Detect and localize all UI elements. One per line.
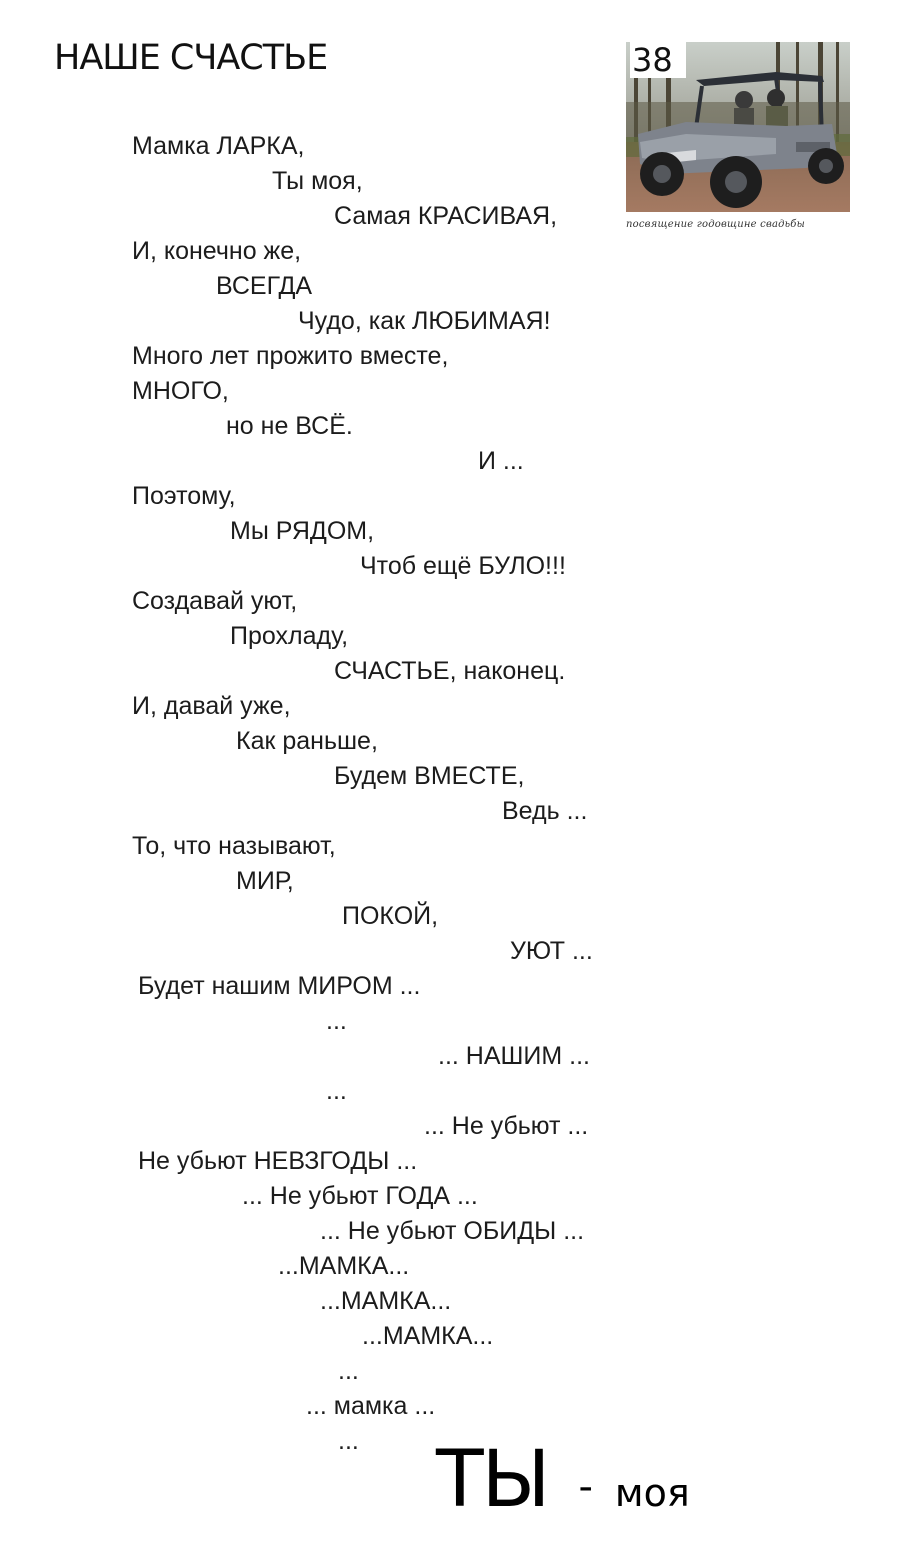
poem-line: ВСЕГДА — [216, 272, 313, 300]
poem-line: Чудо, как ЛЮБИМАЯ! — [298, 307, 551, 335]
utv-photo — [626, 42, 850, 212]
poem-line: МНОГО, — [132, 377, 229, 405]
poem-line: Ты моя, — [272, 167, 363, 195]
poem-line: но не ВСЁ. — [226, 412, 353, 440]
poem-line: ...МАМКА... — [278, 1252, 410, 1280]
poem-line: Прохладу, — [230, 622, 349, 650]
poem-line: Будет нашим МИРОМ ... — [138, 972, 421, 1000]
finale-small-text: моя — [614, 1471, 690, 1515]
poem-title: НАШЕ СЧАСТЬЕ — [54, 38, 328, 78]
poem-line: ... Не убьют ОБИДЫ ... — [320, 1217, 585, 1245]
poem-line: И ... — [478, 447, 524, 475]
finale-phrase — [436, 1432, 690, 1528]
poem-line: Ведь ... — [502, 797, 588, 825]
poem-line: ... НАШИМ ... — [438, 1042, 591, 1070]
poem-line: Мы РЯДОМ, — [230, 517, 375, 545]
poem-line: Поэтому, — [132, 482, 236, 510]
photo-caption: посвящение годовщине свадьбы — [626, 219, 805, 230]
poem-line: ... — [338, 1357, 359, 1385]
poem-line: ... — [338, 1427, 359, 1455]
poem-line: И, конечно же, — [132, 237, 302, 265]
poem-line: ... Не убьют ГОДА ... — [242, 1182, 478, 1210]
finale-dash: - — [578, 1464, 593, 1510]
poem-line: ... мамка ... — [306, 1392, 436, 1420]
anniversary-number: 38 — [630, 42, 686, 78]
poem-line: Не убьют НЕВЗГОДЫ ... — [138, 1147, 418, 1175]
poem-line: ... — [326, 1007, 347, 1035]
poem-line: Много лет прожито вместе, — [132, 342, 449, 370]
poem-line: Будем ВМЕСТЕ, — [334, 762, 525, 790]
poem-line: Самая КРАСИВАЯ, — [334, 202, 558, 230]
poem-line: УЮТ ... — [510, 937, 593, 965]
photo-block — [626, 42, 850, 238]
poem-line: ... Не убьют ... — [424, 1112, 589, 1140]
poem-line: Мамка ЛАРКА, — [132, 132, 305, 160]
poem-line: То, что называют, — [132, 832, 336, 860]
poem-line: ПОКОЙ, — [342, 902, 439, 930]
poem-line: МИР, — [236, 867, 294, 895]
poem-line: ...МАМКА... — [320, 1287, 452, 1315]
poem-line: СЧАСТЬЕ, наконец. — [334, 657, 566, 685]
poem-line: ... — [326, 1077, 347, 1105]
poem-line: ...МАМКА... — [362, 1322, 494, 1350]
finale-big-text: ТЫ — [436, 1435, 549, 1525]
poem-line: Чтоб ещё БУЛО!!! — [360, 552, 566, 580]
poem-line: Создавай уют, — [132, 587, 298, 615]
poem-line: И, давай уже, — [132, 692, 291, 720]
poem-line: Как раньше, — [236, 727, 378, 755]
